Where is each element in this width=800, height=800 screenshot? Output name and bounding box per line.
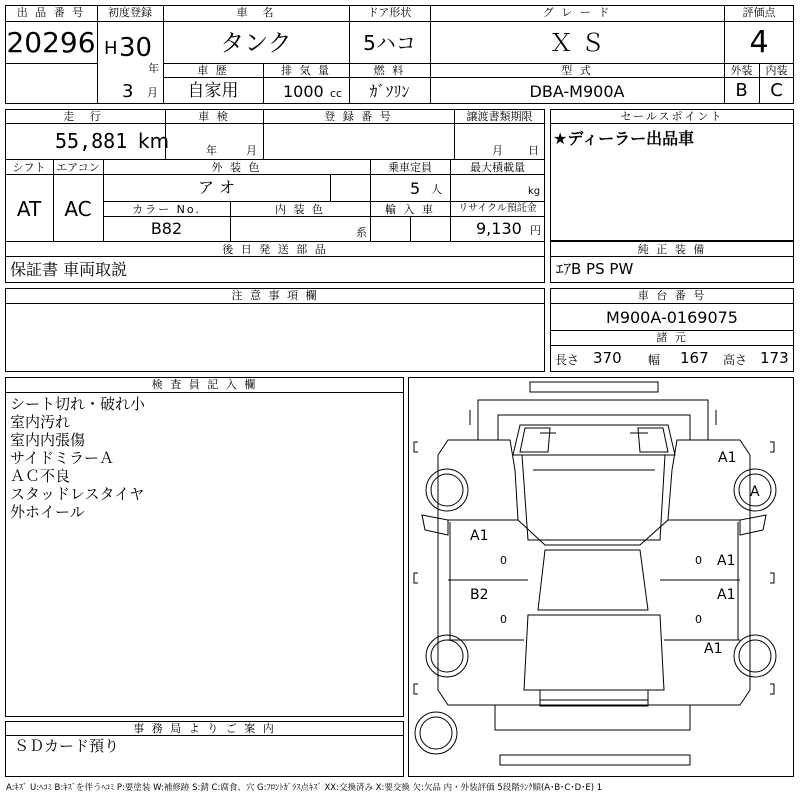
width-value: 167 bbox=[680, 349, 709, 367]
interior-color-label: 内 装 色 bbox=[275, 203, 325, 216]
capacity-label: 乗車定員 bbox=[388, 161, 432, 174]
mark-left-front-door-sub: 0 bbox=[500, 554, 507, 567]
chassis-number: M900A-0169075 bbox=[606, 308, 738, 327]
recycle-fee-label: リサイクル預託金 bbox=[458, 203, 537, 214]
mark-right-front-door-sub: 0 bbox=[695, 554, 702, 567]
inspector-note: ＡＣ不良 bbox=[10, 467, 71, 485]
exterior-grade: B bbox=[735, 80, 748, 101]
grade: Ｘ Ｓ bbox=[549, 29, 605, 57]
height-label: 高さ bbox=[723, 353, 748, 367]
mileage-unit: km bbox=[138, 129, 170, 153]
capacity: 5 bbox=[410, 179, 421, 198]
mark-left-front-door: A1 bbox=[470, 528, 489, 544]
chassis-number-label: 車 台 番 号 bbox=[637, 289, 707, 302]
registration-year: 30 bbox=[119, 33, 153, 63]
mark-right-rear-fender: A1 bbox=[704, 641, 723, 657]
inspector-note: シート切れ・破れ小 bbox=[10, 395, 146, 413]
inspector-note: 室内内張傷 bbox=[10, 431, 86, 449]
mark-right-front-door: A1 bbox=[717, 553, 736, 569]
first-registration-label: 初度登録 bbox=[108, 6, 152, 19]
mark-right-front-fender: A1 bbox=[718, 450, 737, 466]
fuel-type: ｶﾞｿﾘﾝ bbox=[369, 82, 410, 101]
color-number-label: カラー No. bbox=[132, 203, 201, 216]
month-unit: 月 bbox=[147, 86, 158, 99]
shift-label: シフト bbox=[12, 161, 46, 174]
length-label: 長さ bbox=[555, 353, 580, 367]
grade-label: グ レ ー ド bbox=[542, 6, 612, 19]
inspection-month-unit: 月 bbox=[246, 144, 257, 157]
interior-color-suffix: 系 bbox=[356, 226, 367, 239]
overall-score: 4 bbox=[749, 25, 769, 60]
fuel-label: 燃 料 bbox=[373, 64, 406, 77]
door-type: 5ハコ bbox=[363, 31, 416, 55]
plate-number-label: 登 録 番 号 bbox=[324, 110, 393, 123]
transfer-day-unit: 日 bbox=[528, 144, 539, 157]
specs-label: 諸 元 bbox=[656, 331, 688, 344]
mark-right-front-wheel: A bbox=[750, 484, 760, 500]
door-type-label: ドア形状 bbox=[367, 6, 412, 19]
height-value: 173 bbox=[760, 349, 789, 367]
inspector-note: スタッドレスタイヤ bbox=[10, 485, 145, 503]
shift-type: AT bbox=[16, 197, 42, 221]
displacement-label: 排 気 量 bbox=[281, 64, 331, 77]
equipment: ｴｱB PS PW bbox=[556, 260, 634, 278]
inspector-note: 室内汚れ bbox=[10, 413, 71, 431]
office-notice-label: 事 務 局 よ り ご 案 内 bbox=[133, 722, 276, 735]
legend: A:ｷｽﾞ U:ﾍｺﾐ B:ｷｽﾞを伴うﾍｺﾐ P:要塗装 W:補修跡 S:錆 C:腐食、穴 G:ﾌﾛﾝﾄｶﾞﾗｽ点ｷｽﾞ XX:交換済み X:要交換 欠:欠品 内・外装評価 5段階ﾗﾝｸ順(A･B･C･D･E) 1 bbox=[6, 783, 603, 793]
inspector-notes bbox=[10, 395, 145, 521]
car-name: タンク bbox=[220, 29, 292, 57]
car-name-label: 車 名 bbox=[236, 6, 276, 19]
displacement: 1000 bbox=[283, 82, 324, 101]
equipment-label: 純 正 装 備 bbox=[637, 243, 707, 256]
score-label: 評価点 bbox=[742, 6, 776, 19]
exterior-color: ア オ bbox=[197, 178, 236, 197]
displacement-unit: cc bbox=[330, 87, 343, 100]
car-diagram-frame bbox=[408, 377, 794, 777]
lot-number-label: 出 品 番 号 bbox=[16, 6, 86, 19]
model-code: DBA-M900A bbox=[529, 82, 625, 101]
exterior-color-label: 外 装 色 bbox=[211, 161, 262, 174]
interior-grade-label: 内装 bbox=[765, 64, 788, 77]
selling-points: ★ディーラー出品車 bbox=[553, 129, 695, 148]
max-load-unit: kg bbox=[528, 186, 541, 197]
selling-points-label: セールスポイント bbox=[620, 110, 724, 123]
era: H bbox=[104, 38, 118, 59]
mark-left-rear-door: B2 bbox=[470, 587, 489, 603]
mileage-label: 走 行 bbox=[63, 110, 107, 123]
history-label: 車 歴 bbox=[197, 64, 229, 77]
model-code-label: 型 式 bbox=[561, 64, 593, 77]
aircon-label: エアコン bbox=[56, 161, 100, 174]
max-load-label: 最大積載量 bbox=[470, 161, 525, 174]
office-notice: ＳＤカード預り bbox=[14, 737, 120, 755]
interior-grade: C bbox=[770, 80, 783, 101]
mileage: 55,881 bbox=[55, 129, 128, 153]
mark-right-rear-door-sub: 0 bbox=[695, 613, 702, 626]
width-label: 幅 bbox=[648, 353, 661, 367]
later-parts-label: 後 日 発 送 部 品 bbox=[222, 243, 328, 256]
aircon: AC bbox=[64, 197, 92, 221]
inspector-label: 検 査 員 記 入 欄 bbox=[151, 378, 258, 391]
mark-left-rear-door-sub: 0 bbox=[500, 613, 507, 626]
notes-label: 注 意 事 項 欄 bbox=[231, 289, 319, 302]
inspector-note: 外ホイール bbox=[10, 503, 85, 521]
vehicle-history: 自家用 bbox=[187, 81, 239, 101]
later-parts: 保証書 車両取説 bbox=[10, 260, 128, 279]
recycle-fee-unit: 円 bbox=[530, 224, 541, 237]
inspection-year-unit: 年 bbox=[206, 144, 217, 157]
recycle-fee: 9,130 bbox=[476, 219, 522, 238]
exterior-grade-label: 外装 bbox=[730, 64, 753, 77]
length-value: 370 bbox=[593, 349, 622, 367]
color-number: B82 bbox=[150, 219, 183, 238]
lot-number: 20296 bbox=[6, 26, 96, 59]
inspection-label: 車 検 bbox=[198, 110, 230, 123]
transfer-deadline-label: 譲渡書類期限 bbox=[466, 110, 533, 123]
import-label: 輸 入 車 bbox=[385, 203, 435, 216]
mark-right-rear-door: A1 bbox=[717, 587, 736, 603]
capacity-unit: 人 bbox=[431, 183, 442, 196]
registration-month: 3 bbox=[122, 81, 134, 102]
inspector-note: サイドミラーＡ bbox=[10, 449, 114, 467]
transfer-month-unit: 月 bbox=[492, 144, 503, 157]
year-unit: 年 bbox=[148, 62, 159, 75]
